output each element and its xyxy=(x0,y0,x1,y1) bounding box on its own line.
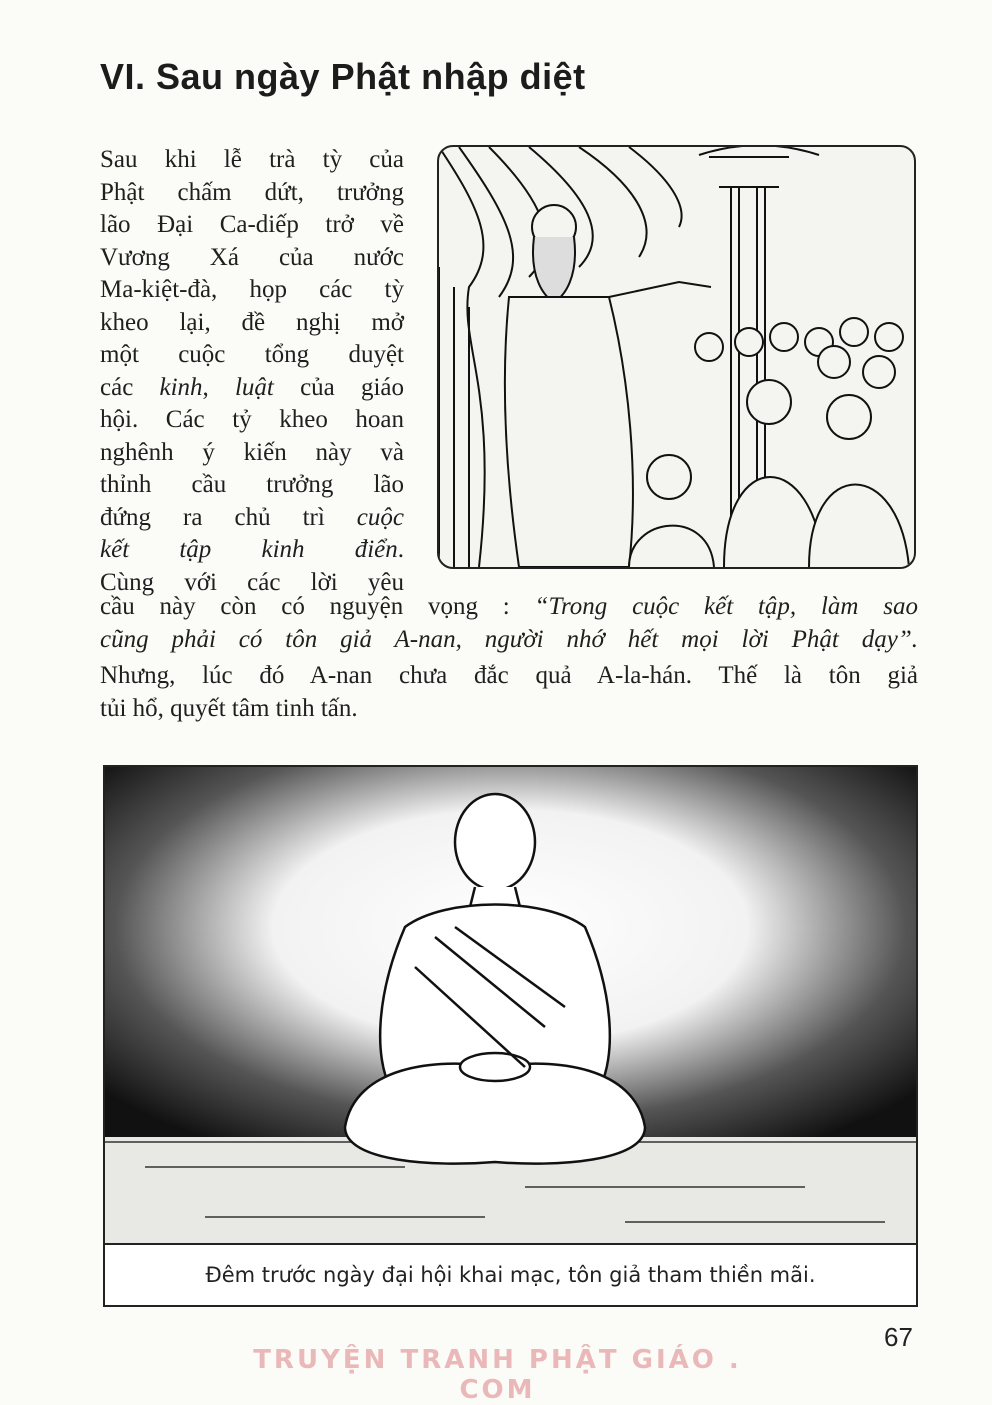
text-line xyxy=(100,274,404,307)
italic-text-segment: cuộc xyxy=(356,503,404,531)
illustration-elder-addressing-monks xyxy=(437,145,916,569)
text-line xyxy=(100,502,404,535)
text-segment: đứng ra chủ trì xyxy=(100,503,357,531)
text-segment: Ma-kiệt-đà, họp các tỳ xyxy=(100,276,404,303)
body-text-full-width xyxy=(100,591,918,725)
text-segment: tủi hổ, quyết tâm tinh tấn. xyxy=(100,694,358,722)
text-segment: Vương Xá của nước xyxy=(100,243,404,271)
text-segment: cầu này còn có nguyện vọng : xyxy=(100,593,535,620)
text-segment: Cùng với các lời yêu xyxy=(100,568,404,596)
text-segment: , xyxy=(202,373,235,401)
text-segment: . xyxy=(397,536,404,563)
text-line xyxy=(100,177,404,210)
text-segment: Sau khi lễ trà tỳ của xyxy=(100,146,404,173)
body-text-left-column xyxy=(100,144,404,599)
text-line xyxy=(100,693,918,726)
text-line xyxy=(100,242,404,275)
illustration-meditating-monk xyxy=(105,767,916,1245)
text-line xyxy=(100,591,918,624)
text-line xyxy=(100,660,918,693)
text-line xyxy=(100,209,404,242)
text-line xyxy=(100,469,404,502)
text-segment: Phật chấm dứt, trưởng xyxy=(100,178,404,206)
italic-text-segment: kinh xyxy=(159,373,203,401)
text-line xyxy=(100,144,404,177)
assembly-drawing xyxy=(439,147,914,567)
text-line xyxy=(100,307,404,340)
section-title: VI. Sau ngày Phật nhập diệt xyxy=(100,56,586,97)
page-number: 67 xyxy=(884,1322,913,1352)
text-line xyxy=(100,534,404,567)
text-line xyxy=(100,624,918,657)
text-line xyxy=(100,437,404,470)
italic-text-segment: cũng phải có tôn giả A-nan, người nhớ hết mọi lời Phật dạy”. xyxy=(100,625,918,653)
text-segment: các xyxy=(100,373,160,401)
illustration-panel xyxy=(103,765,918,1307)
italic-text-segment: luật xyxy=(234,373,274,401)
italic-text-segment: kết tập kinh điển xyxy=(100,536,398,563)
illustration-caption: Đêm trước ngày đại hội khai mạc, tôn giả tham thiền mãi. xyxy=(205,1263,816,1287)
text-line xyxy=(100,404,404,437)
text-segment: Nhưng, lúc đó A-nan chưa đắc quả A-la-hán. Thế là tôn giả xyxy=(100,662,918,689)
text-segment: của giáo xyxy=(273,373,405,401)
text-line xyxy=(100,339,404,372)
text-segment: kheo lại, đề nghị mở xyxy=(100,308,404,336)
italic-text-segment: “Trong cuộc kết tập, làm sao xyxy=(534,593,918,620)
text-segment: thỉnh cầu trưởng lão xyxy=(100,471,404,498)
text-segment: hội. Các tỷ kheo hoan xyxy=(100,406,404,433)
text-segment: lão Đại Ca-diếp trở về xyxy=(100,211,404,238)
meditation-drawing xyxy=(105,767,916,1243)
text-line xyxy=(100,372,404,405)
text-segment: một cuộc tổng duyệt xyxy=(100,341,404,368)
text-segment: nghênh ý kiến này và xyxy=(100,438,404,466)
watermark: TRUYỆN TRANH PHẬT GIÁO . COM xyxy=(253,1345,742,1405)
